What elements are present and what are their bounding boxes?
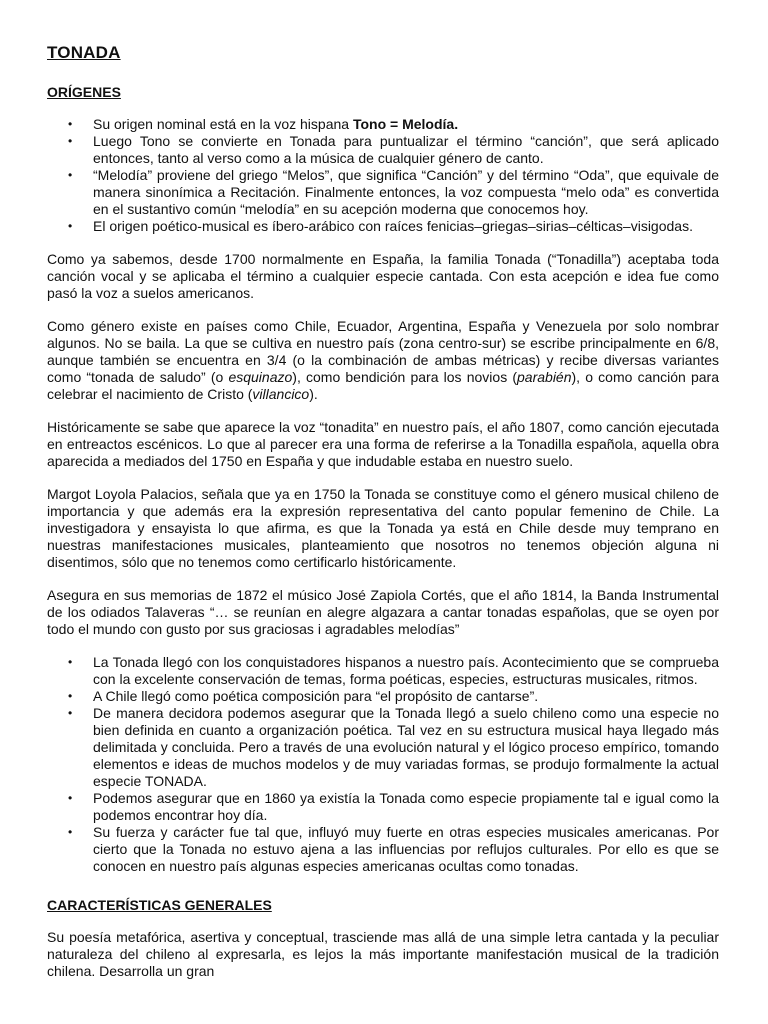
bullet-icon: • bbox=[68, 134, 73, 148]
list-item bbox=[68, 790, 719, 824]
list-item bbox=[68, 218, 719, 235]
list-item bbox=[68, 116, 719, 133]
paragraph-margot-loyola: Margot Loyola Palacios, señala que ya en 1750 la Tonada se constituye como el género musical chileno de importancia y que además era la expresión representativa del canto popular femenino de Chile. La investigadora y ensayista lo que afirma, es que la Tonada ya está en Chile desde muy temprano en nuestras manifestaciones musicales, planteamiento que nosotros no tenemos objeción alguna ni disentimos, sólo que no tenemos como certificarlo históricamente. bbox=[47, 486, 719, 570]
bullet-icon: • bbox=[68, 825, 73, 839]
paragraph-historicamente: Históricamente se sabe que aparece la voz “tonadita” en nuestro país, el año 1807, como canción ejecutada en entreactos escénicos. Lo que al parecer era una forma de referirse a la Tonadilla española, aquella obra aparecida a mediados del 1750 en España y que indudable estaba en nuestro suelo. bbox=[47, 419, 719, 469]
paragraph-text: ), como bendición para los novios ( bbox=[292, 369, 518, 385]
paragraph-genero bbox=[47, 318, 719, 403]
paragraph-text: ). bbox=[309, 386, 318, 402]
paragraph-poesia: Su poesía metafórica, asertiva y conceptual, trasciende mas allá de una simple letra cantada y la peculiar naturaleza del chileno al expresarla, es lejos la más importante manifestación musical de la tradición chilena. Desarrolla un gran bbox=[47, 929, 719, 979]
list-item bbox=[68, 133, 719, 167]
bullet-icon: • bbox=[68, 706, 73, 720]
document-page bbox=[47, 44, 719, 996]
list-item bbox=[68, 824, 719, 875]
llegada-bullet-list bbox=[47, 654, 719, 875]
list-item-text: A Chile llegó como poética composición para “el propósito de cantarse”. bbox=[93, 688, 539, 704]
italic-term-parabien: parabién bbox=[517, 369, 572, 385]
list-item bbox=[68, 705, 719, 790]
list-item bbox=[68, 688, 719, 705]
list-item-emphasis: Tono = Melodía. bbox=[352, 116, 459, 132]
section-heading-origenes: ORÍGENES bbox=[47, 84, 121, 100]
italic-term-esquinazo: esquinazo bbox=[228, 369, 293, 385]
bullet-icon: • bbox=[68, 117, 73, 131]
bullet-icon: • bbox=[68, 655, 73, 669]
list-item-text: Podemos asegurar que en 1860 ya existía la Tonada como especie propiamente tal e igual como la podemos encontrar hoy día. bbox=[93, 790, 719, 823]
list-item-text: La Tonada llegó con los conquistadores hispanos a nuestro país. Acontecimiento que se comprueba con la excelente conservación de temas, forma poéticas, especies, estructuras musicales, ritmos. bbox=[93, 654, 719, 687]
list-item-text: Luego Tono se convierte en Tonada para puntualizar el término “canción”, que será aplicado entonces, tanto al verso como a la música de cualquier género de canto. bbox=[93, 133, 719, 166]
paragraph-text: ), o como canción para celebrar el nacimiento de Cristo ( bbox=[47, 369, 720, 402]
origenes-bullet-list bbox=[47, 116, 719, 235]
italic-term-villancico: villancico bbox=[252, 386, 310, 402]
paragraph-zapiola: Asegura en sus memorias de 1872 el músico José Zapiola Cortés, que el año 1814, la Banda Instrumental de los odiados Talaveras “… se reunían en alegre algazara a cantar tonadas españolas, que se oyen por todo el mundo con gusto por sus graciosas i agradables melodías” bbox=[47, 587, 719, 637]
bullet-icon: • bbox=[68, 219, 73, 233]
list-item bbox=[68, 654, 719, 688]
bullet-icon: • bbox=[68, 168, 73, 182]
list-item bbox=[68, 167, 719, 218]
list-item-text: Su origen nominal está en la voz hispana bbox=[93, 116, 353, 132]
list-item-text: El origen poético-musical es íbero-arábico con raíces fenicias–griegas–sirias–célticas–visigodas. bbox=[93, 218, 693, 234]
section-heading-caracteristicas: CARACTERÍSTICAS GENERALES bbox=[47, 897, 272, 913]
paragraph-text: Como género existe en países como Chile, Ecuador, Argentina, España y Venezuela por solo nombrar algunos. No se baila. La que se cultiva en nuestro país (zona centro-sur) se escribe principalmente en 6/8, aunque también se encuentra en 3/4 (o la combinación de ambas métricas) y recibe diversas variantes como “tonada de saludo” (o bbox=[47, 318, 719, 385]
paragraph-tonadilla: Como ya sabemos, desde 1700 normalmente en España, la familia Tonada (“Tonadilla”) aceptaba toda canción vocal y se aplicaba el término a cualquier especie cantada. Con esta acepción e idea fue como pasó la voz a suelos americanos. bbox=[47, 251, 719, 301]
bullet-icon: • bbox=[68, 791, 73, 805]
document-title: TONADA bbox=[47, 43, 121, 62]
bullet-icon: • bbox=[68, 689, 73, 703]
list-item-text: “Melodía” proviene del griego “Melos”, que significa “Canción” y del término “Oda”, que equivale de manera sinonímica a Recitación. Finalmente entonces, la voz compuesta “melo oda” es convertida en el sustantivo común “melodía” en su acepción moderna que conocemos hoy. bbox=[93, 167, 719, 217]
list-item-text: De manera decidora podemos asegurar que la Tonada llegó a suelo chileno como una especie no bien definida en cuanto a organización poética. Tal vez en su estructura musical haya llegado más delimitada y concluida. Pero a través de una evolución natural y el lógico proceso empírico, tomando elementos e ideas de muchos modelos y de muy variadas formas, se produjo formalmente la actual especie TONADA. bbox=[93, 705, 719, 789]
list-item-text: Su fuerza y carácter fue tal que, influyó muy fuerte en otras especies musicales americanas. Por cierto que la Tonada no estuvo ajena a las influencias por reflujos culturales. Por ello es que se conocen en nuestro país algunas especies americanas ocultas como tonadas. bbox=[93, 824, 719, 874]
